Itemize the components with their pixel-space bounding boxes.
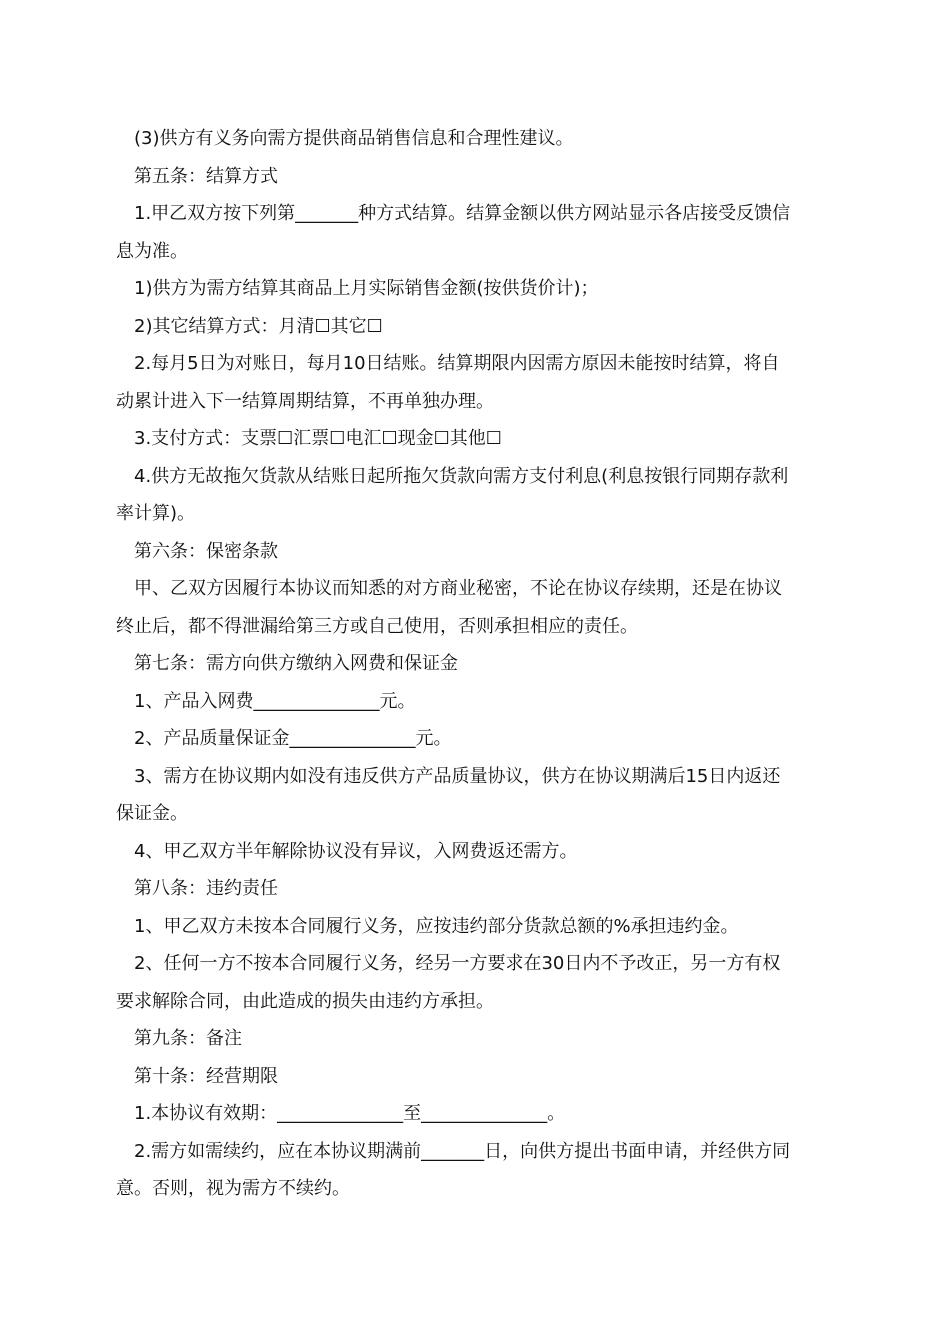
text-line: 2.需方如需续约，应在本协议期满前_______日，向供方提出书面申请，并经供方同 [134, 1140, 791, 1162]
section-heading: 第十条：经营期限 [134, 1065, 278, 1087]
text-line: 1、甲乙双方未按本合同履行义务，应按违约部分货款总额的%承担违约金。 [134, 915, 739, 937]
text-line-continuation: 要求解除合同，由此造成的损失由违约方承担。 [116, 990, 494, 1012]
text-line: 2.每月5日为对账日，每月10日结账。结算期限内因需方原因未能按时结算，将自 [134, 353, 780, 374]
section-heading: 第九条：备注 [134, 1028, 242, 1049]
text-line: 2、任何一方不按本合同履行义务，经另一方要求在30日内不予改正，另一方有权 [134, 953, 781, 974]
text-line: 1)供方为需方结算其商品上月实际销售金额(按供货价计)； [134, 278, 599, 299]
text-line: 3、需方在协议期内如没有违反供方产品质量协议，供方在协议期满后15日内返还 [134, 765, 781, 787]
text-line: 2、产品质量保证金______________元。 [134, 728, 452, 749]
text-line-continuation: 终止后，都不得泄漏给第三方或自己使用，否则承担相应的责任。 [116, 615, 638, 637]
text-line: 1、产品入网费______________元。 [134, 690, 416, 712]
section-heading: 第六条：保密条款 [134, 540, 278, 562]
text-line-continuation: 动累计进入下一结算周期结算，不再单独办理。 [116, 390, 494, 412]
text-line: (3)供方有义务向需方提供商品销售信息和合理性建议。 [134, 128, 574, 149]
section-heading: 第五条：结算方式 [134, 165, 278, 187]
text-line: 4.供方无故拖欠货款从结账日起所拖欠货款向需方支付利息(利息按银行同期存款利 [134, 465, 789, 487]
text-line: 4、甲乙双方半年解除协议没有异议，入网费返还需方。 [134, 840, 578, 862]
section-heading: 第八条：违约责任 [134, 878, 278, 899]
text-line-continuation: 保证金。 [116, 803, 188, 824]
text-line: 1.甲乙双方按下列第_______种方式结算。结算金额以供方网站显示各店接受反馈信 [134, 203, 791, 224]
text-line-continuation: 率计算)。 [116, 503, 196, 524]
text-line-continuation: 意。否则，视为需方不续约。 [116, 1178, 350, 1199]
document-body [116, 120, 838, 1208]
text-line: 1.本协议有效期：______________至______________。 [134, 1103, 566, 1124]
text-line-continuation: 息为准。 [116, 240, 188, 262]
text-line: 2)其它结算方式：月清☐其它☐ [134, 315, 383, 337]
text-line: 3.支付方式：支票☐汇票☐电汇☐现金☐其他☐ [134, 428, 502, 449]
text-line: 甲、乙双方因履行本协议而知悉的对方商业秘密，不论在协议存续期，还是在协议 [134, 578, 782, 599]
section-heading: 第七条：需方向供方缴纳入网费和保证金 [134, 653, 458, 674]
